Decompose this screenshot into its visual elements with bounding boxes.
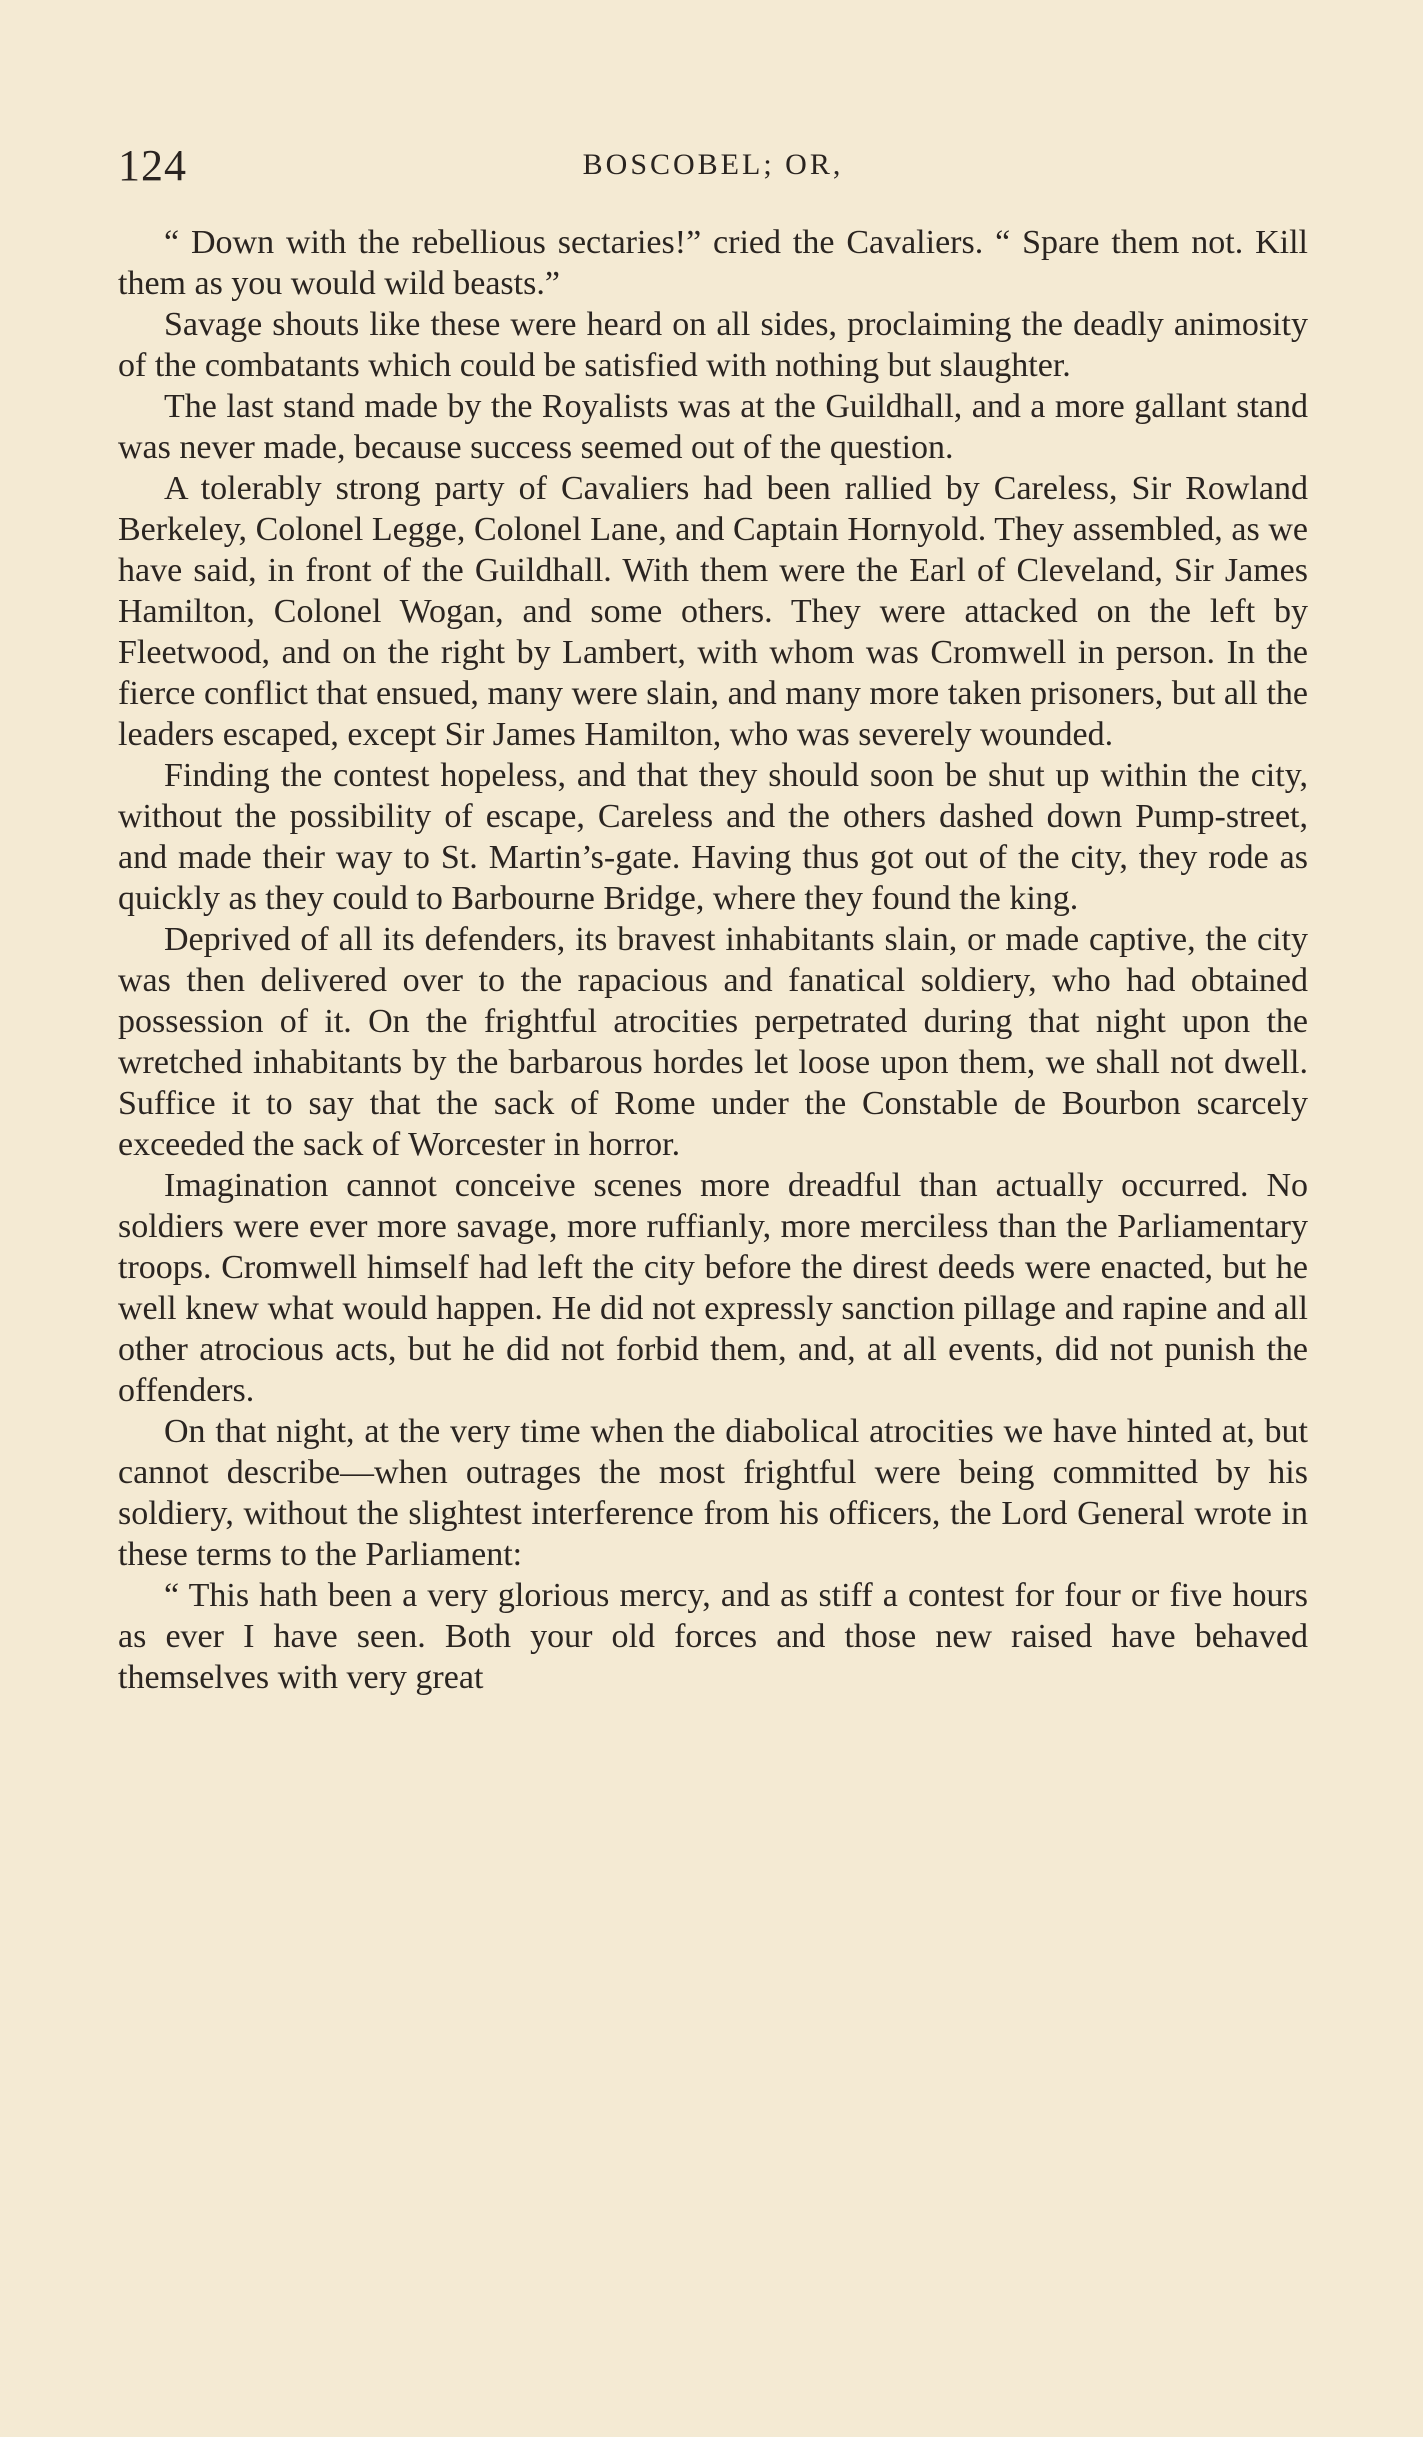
paragraph: The last stand made by the Royalists was at the Guildhall, and a more gallant stand was never made, because success seemed out of the question. xyxy=(118,388,1308,466)
paragraph: Finding the contest hopeless, and that they should soon be shut up within the city, without the possibility of escape, Careless and the others dashed down Pump-street, and made their way to St. Martin’s-gate. Having thus got out of the city, they rode as quickly as they could to Barbourne Bridge, where they found the king. xyxy=(118,757,1308,917)
page-number: 124 xyxy=(118,141,187,190)
paragraph: Imagination cannot conceive scenes more dreadful than actually occurred. No soldiers were ever more savage, more ruffianly, more merciless than the Parliamentary troops. Cromwell himself had left the city before the direst deeds were enacted, but he well knew what would happen. He did not expressly sanction pillage and rapine and all other atrocious acts, but he did not forbid them, and, at all events, did not punish the offenders. xyxy=(118,1167,1308,1409)
paragraph: A tolerably strong party of Cavaliers had been rallied by Careless, Sir Rowland Berkeley, Colonel Legge, Colonel Lane, and Captain Hornyold. They assembled, as we have said, in front of the Guildhall. With them were the Earl of Cleveland, Sir James Hamilton, Colonel Wogan, and some others. They were attacked on the left by Fleetwood, and on the right by Lambert, with whom was Cromwell in person. In the fierce conflict that ensued, many were slain, and many more taken prisoners, but all the leaders escaped, except Sir James Hamilton, who was severely wounded. xyxy=(118,470,1308,753)
body-text xyxy=(118,222,1308,1698)
paragraph: Savage shouts like these were heard on all sides, proclaiming the deadly animosity of the combatants which could be satisfied with nothing but slaughter. xyxy=(118,306,1308,384)
paragraph: “ Down with the rebellious sectaries!” cried the Cavaliers. “ Spare them not. Kill them as you would wild beasts.” xyxy=(118,224,1308,302)
paragraph: Deprived of all its defenders, its bravest inhabitants slain, or made captive, the city was then delivered over to the rapacious and fanatical soldiery, who had obtained possession of it. On the frightful atrocities perpetrated during that night upon the wretched inhabitants by the barbarous hordes let loose upon them, we shall not dwell. Suffice it to say that the sack of Rome under the Constable de Bourbon scarcely exceeded the sack of Worcester in horror. xyxy=(118,921,1308,1163)
page-header xyxy=(118,140,1308,200)
paragraph: “ This hath been a very glorious mercy, and as stiff a contest for four or five hours as ever I have seen. Both your old forces and those new raised have behaved themselves with very great xyxy=(118,1577,1308,1696)
paragraph: On that night, at the very time when the diabolical atrocities we have hinted at, but cannot describe—when outrages the most frightful were being committed by his soldiery, without the slightest interference from his officers, the Lord General wrote in these terms to the Parliament: xyxy=(118,1413,1308,1573)
running-head: BOSCOBEL; OR, xyxy=(582,148,844,181)
